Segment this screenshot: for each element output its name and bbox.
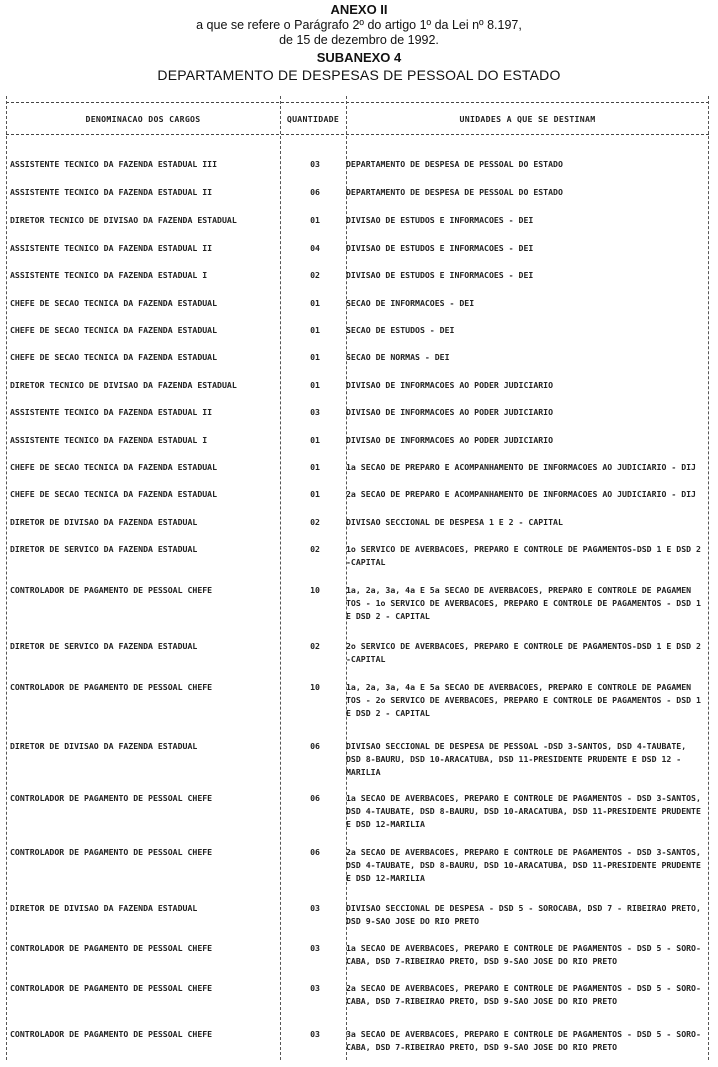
quantidade-cell: 01 xyxy=(310,462,320,472)
unidade-line: DIVISAO DE INFORMACOES AO PODER JUDICIARIO xyxy=(346,435,554,445)
quantidade-cell: 01 xyxy=(310,298,320,308)
unidade-cell xyxy=(346,269,706,282)
unidade-line: DSD 8-BAURU, DSD 10-ARACATUBA, DSD 11-PRESIDENTE PRUDENTE E DSD 12 - xyxy=(346,754,682,764)
quantidade-cell: 02 xyxy=(310,544,320,554)
cargo-cell: DIRETOR DE SERVICO DA FAZENDA ESTADUAL xyxy=(10,544,198,554)
cargo-cell: DIRETOR DE SERVICO DA FAZENDA ESTADUAL xyxy=(10,641,198,651)
unidade-line: CABA, DSD 7-RIBEIRAO PRETO, DSD 9-SAO JOSE DO RIO PRETO xyxy=(346,1042,618,1052)
unidade-cell xyxy=(346,406,706,419)
unidade-line: 1o SERVICO DE AVERBACOES, PREPARO E CONTROLE DE PAGAMENTOS-DSD 1 E DSD 2 xyxy=(346,544,701,554)
unidade-cell xyxy=(346,242,706,255)
cargo-cell: ASSISTENTE TECNICO DA FAZENDA ESTADUAL I xyxy=(10,270,208,280)
quantidade-cell: 03 xyxy=(310,943,320,953)
unidade-line: SECAO DE INFORMACOES - DEI xyxy=(346,298,475,308)
document-header xyxy=(0,2,718,84)
unidade-line: -CAPITAL xyxy=(346,654,386,664)
cargo-cell: DIRETOR TECNICO DE DIVISAO DA FAZENDA ESTADUAL xyxy=(10,215,237,225)
quantidade-cell: 03 xyxy=(310,983,320,993)
unidade-cell xyxy=(346,543,706,569)
unidade-cell xyxy=(346,792,706,831)
unidade-line: 1a SECAO DE PREPARO E ACOMPANHAMENTO DE INFORMACOES AO JUDICIARIO - DIJ xyxy=(346,462,696,472)
law-reference-line-2: de 15 de dezembro de 1992. xyxy=(279,33,439,47)
unidade-cell xyxy=(346,740,706,779)
unidade-cell xyxy=(346,214,706,227)
cargo-cell: CONTROLADOR DE PAGAMENTO DE PESSOAL CHEFE xyxy=(10,983,213,993)
unidade-line: DIVISAO DE ESTUDOS E INFORMACOES - DEI xyxy=(346,270,534,280)
cargo-cell: CHEFE DE SECAO TECNICA DA FAZENDA ESTADUAL xyxy=(10,462,218,472)
column-header-quantidade: QUANTIDADE xyxy=(286,114,340,124)
table-header-rule xyxy=(6,134,709,135)
unidade-line: E DSD 12-MARILIA xyxy=(346,819,425,829)
unidade-line: 2a SECAO DE AVERBACOES, PREPARO E CONTROLE DE PAGAMENTOS - DSD 3-SANTOS, xyxy=(346,847,701,857)
column-header-unidades: UNIDADES A QUE SE DESTINAM xyxy=(459,114,596,124)
quantidade-cell: 06 xyxy=(310,793,320,803)
cargo-cell: ASSISTENTE TECNICO DA FAZENDA ESTADUAL III xyxy=(10,159,218,169)
unidade-cell xyxy=(346,297,706,310)
unidade-cell xyxy=(346,584,706,623)
cargo-cell: ASSISTENTE TECNICO DA FAZENDA ESTADUAL II xyxy=(10,187,213,197)
unidade-line: SECAO DE NORMAS - DEI xyxy=(346,352,450,362)
quantidade-cell: 10 xyxy=(310,682,320,692)
cargo-cell: CONTROLADOR DE PAGAMENTO DE PESSOAL CHEFE xyxy=(10,585,213,595)
unidade-cell xyxy=(346,158,706,171)
unidade-line: DIVISAO DE ESTUDOS E INFORMACOES - DEI xyxy=(346,243,534,253)
cargo-cell: DIRETOR DE DIVISAO DA FAZENDA ESTADUAL xyxy=(10,741,198,751)
unidade-line: E DSD 2 - CAPITAL xyxy=(346,708,430,718)
law-reference-line-1: a que se refere o Parágrafo 2º do artigo 1º da Lei nº 8.197, xyxy=(196,18,522,32)
table-right-border xyxy=(708,96,709,1060)
quantidade-cell: 10 xyxy=(310,585,320,595)
unidade-line: TOS - 2o SERVICO DE AVERBACOES, PREPARO E CONTROLE DE PAGAMENTOS - DSD 1 xyxy=(346,695,701,705)
unidade-cell xyxy=(346,351,706,364)
cargo-cell: ASSISTENTE TECNICO DA FAZENDA ESTADUAL II xyxy=(10,243,213,253)
cargo-cell: ASSISTENTE TECNICO DA FAZENDA ESTADUAL II xyxy=(10,407,213,417)
quantidade-cell: 01 xyxy=(310,435,320,445)
column-divider-1 xyxy=(280,96,281,1060)
table-left-border xyxy=(6,96,7,1060)
cargo-cell: DIRETOR DE DIVISAO DA FAZENDA ESTADUAL xyxy=(10,903,198,913)
quantidade-cell: 04 xyxy=(310,243,320,253)
unidade-cell xyxy=(346,681,706,720)
unidade-line: CABA, DSD 7-RIBEIRAO PRETO, DSD 9-SAO JOSE DO RIO PRETO xyxy=(346,956,618,966)
unidade-line: SECAO DE ESTUDOS - DEI xyxy=(346,325,455,335)
quantidade-cell: 03 xyxy=(310,407,320,417)
unidade-line: -CAPITAL xyxy=(346,557,386,567)
unidade-line: DIVISAO DE INFORMACOES AO PODER JUDICIARIO xyxy=(346,407,554,417)
unidade-cell xyxy=(346,461,706,474)
unidade-cell xyxy=(346,902,706,928)
column-header-cargos: DENOMINACAO DOS CARGOS xyxy=(85,114,201,124)
cargo-cell: CHEFE DE SECAO TECNICA DA FAZENDA ESTADUAL xyxy=(10,325,218,335)
cargo-cell: CHEFE DE SECAO TECNICA DA FAZENDA ESTADUAL xyxy=(10,489,218,499)
unidade-line: DIVISAO SECCIONAL DE DESPESA - DSD 5 - SOROCABA, DSD 7 - RIBEIRAO PRETO, xyxy=(346,903,701,913)
unidade-line: 2o SERVICO DE AVERBACOES, PREPARO E CONTROLE DE PAGAMENTOS-DSD 1 E DSD 2 xyxy=(346,641,701,651)
cargo-cell: CONTROLADOR DE PAGAMENTO DE PESSOAL CHEFE xyxy=(10,682,213,692)
quantidade-cell: 02 xyxy=(310,641,320,651)
quantidade-cell: 01 xyxy=(310,352,320,362)
quantidade-cell: 02 xyxy=(310,270,320,280)
quantidade-cell: 02 xyxy=(310,517,320,527)
unidade-line: DIVISAO SECCIONAL DE DESPESA 1 E 2 - CAPITAL xyxy=(346,517,563,527)
quantidade-cell: 03 xyxy=(310,159,320,169)
quantidade-cell: 06 xyxy=(310,187,320,197)
cargo-cell: CHEFE DE SECAO TECNICA DA FAZENDA ESTADUAL xyxy=(10,352,218,362)
unidade-cell xyxy=(346,516,706,529)
quantidade-cell: 01 xyxy=(310,380,320,390)
unidade-line: DEPARTAMENTO DE DESPESA DE PESSOAL DO ESTADO xyxy=(346,159,563,169)
unidade-cell xyxy=(346,982,706,1008)
cargo-cell: CONTROLADOR DE PAGAMENTO DE PESSOAL CHEFE xyxy=(10,847,213,857)
positions-table xyxy=(6,96,709,1060)
unidade-line: DIVISAO DE INFORMACOES AO PODER JUDICIARIO xyxy=(346,380,554,390)
department-title: DEPARTAMENTO DE DESPESAS DE PESSOAL DO ESTADO xyxy=(157,67,561,83)
cargo-cell: DIRETOR DE DIVISAO DA FAZENDA ESTADUAL xyxy=(10,517,198,527)
cargo-cell: CONTROLADOR DE PAGAMENTO DE PESSOAL CHEFE xyxy=(10,793,213,803)
quantidade-cell: 03 xyxy=(310,903,320,913)
unidade-cell xyxy=(346,640,706,666)
unidade-cell xyxy=(346,186,706,199)
unidade-line: CABA, DSD 7-RIBEIRAO PRETO, DSD 9-SAO JOSE DO RIO PRETO xyxy=(346,996,618,1006)
unidade-line: DSD 4-TAUBATE, DSD 8-BAURU, DSD 10-ARACATUBA, DSD 11-PRESIDENTE PRUDENTE xyxy=(346,806,701,816)
unidade-cell xyxy=(346,942,706,968)
unidade-line: 1a SECAO DE AVERBACOES, PREPARO E CONTROLE DE PAGAMENTOS - DSD 5 - SORO- xyxy=(346,943,701,953)
unidade-line: MARILIA xyxy=(346,767,381,777)
unidade-cell xyxy=(346,379,706,392)
unidade-line: 1a, 2a, 3a, 4a E 5a SECAO DE AVERBACOES, PREPARO E CONTROLE DE PAGAMEN xyxy=(346,585,692,595)
unidade-cell xyxy=(346,324,706,337)
cargo-cell: ASSISTENTE TECNICO DA FAZENDA ESTADUAL I xyxy=(10,435,208,445)
quantidade-cell: 01 xyxy=(310,215,320,225)
table-top-rule xyxy=(6,102,709,103)
anexo-title: ANEXO II xyxy=(330,2,388,17)
unidade-line: DIVISAO DE ESTUDOS E INFORMACOES - DEI xyxy=(346,215,534,225)
subanexo-title: SUBANEXO 4 xyxy=(316,50,402,65)
cargo-cell: CHEFE DE SECAO TECNICA DA FAZENDA ESTADUAL xyxy=(10,298,218,308)
quantidade-cell: 06 xyxy=(310,741,320,751)
quantidade-cell: 01 xyxy=(310,325,320,335)
quantidade-cell: 03 xyxy=(310,1029,320,1039)
unidade-cell xyxy=(346,434,706,447)
unidade-line: DSD 4-TAUBATE, DSD 8-BAURU, DSD 10-ARACATUBA, DSD 11-PRESIDENTE PRUDENTE xyxy=(346,860,701,870)
unidade-cell xyxy=(346,846,706,885)
cargo-cell: DIRETOR TECNICO DE DIVISAO DA FAZENDA ESTADUAL xyxy=(10,380,237,390)
unidade-cell xyxy=(346,1028,706,1054)
unidade-line: DEPARTAMENTO DE DESPESA DE PESSOAL DO ESTADO xyxy=(346,187,563,197)
unidade-line: 1a, 2a, 3a, 4a E 5a SECAO DE AVERBACOES, PREPARO E CONTROLE DE PAGAMEN xyxy=(346,682,692,692)
unidade-line: TOS - 1o SERVICO DE AVERBACOES, PREPARO E CONTROLE DE PAGAMENTOS - DSD 1 xyxy=(346,598,701,608)
quantidade-cell: 01 xyxy=(310,489,320,499)
unidade-line: E DSD 12-MARILIA xyxy=(346,873,425,883)
unidade-line: 2a SECAO DE AVERBACOES, PREPARO E CONTROLE DE PAGAMENTOS - DSD 5 - SORO- xyxy=(346,983,701,993)
unidade-cell xyxy=(346,488,706,501)
unidade-line: DSD 9-SAO JOSE DO RIO PRETO xyxy=(346,916,480,926)
unidade-line: 3a SECAO DE AVERBACOES, PREPARO E CONTROLE DE PAGAMENTOS - DSD 5 - SORO- xyxy=(346,1029,701,1039)
unidade-line: DIVISAO SECCIONAL DE DESPESA DE PESSOAL -DSD 3-SANTOS, DSD 4-TAUBATE, xyxy=(346,741,687,751)
unidade-line: 2a SECAO DE PREPARO E ACOMPANHAMENTO DE INFORMACOES AO JUDICIARIO - DIJ xyxy=(346,489,696,499)
unidade-line: E DSD 2 - CAPITAL xyxy=(346,611,430,621)
unidade-line: 1a SECAO DE AVERBACOES, PREPARO E CONTROLE DE PAGAMENTOS - DSD 3-SANTOS, xyxy=(346,793,701,803)
cargo-cell: CONTROLADOR DE PAGAMENTO DE PESSOAL CHEFE xyxy=(10,943,213,953)
cargo-cell: CONTROLADOR DE PAGAMENTO DE PESSOAL CHEFE xyxy=(10,1029,213,1039)
quantidade-cell: 06 xyxy=(310,847,320,857)
